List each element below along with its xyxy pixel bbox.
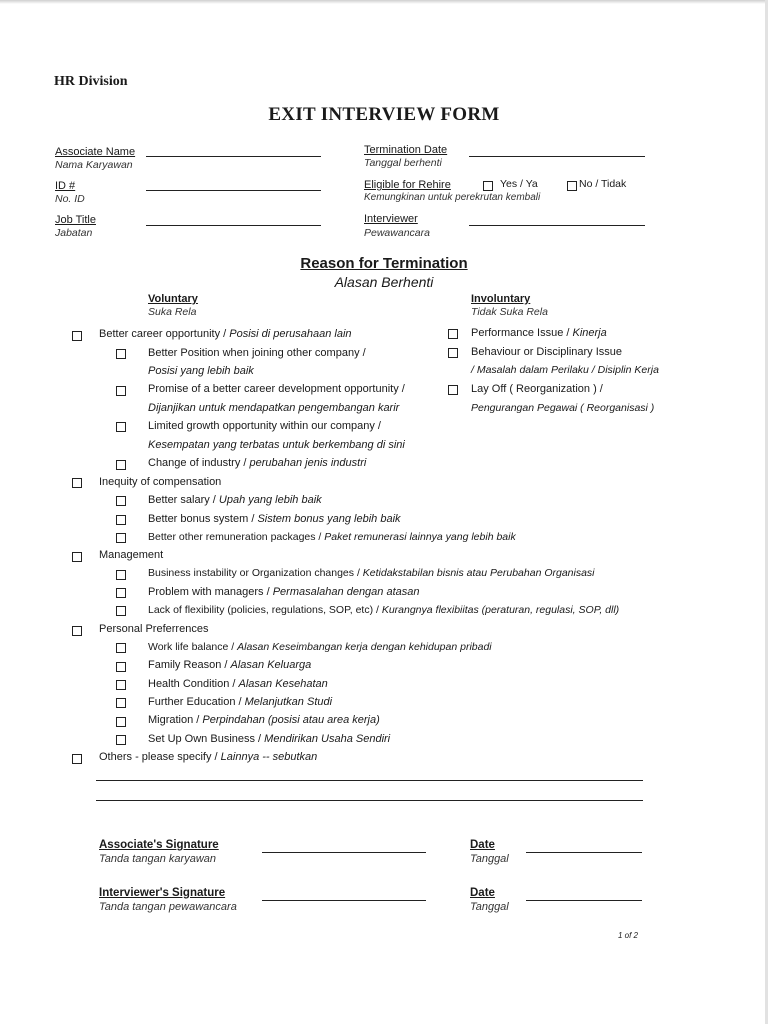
better-remuneration-checkbox[interactable] xyxy=(116,533,126,543)
eligible-rehire-label: Eligible for Rehire xyxy=(364,179,451,191)
reason-subtitle: Alasan Berhenti xyxy=(334,274,434,290)
behaviour-label: Behaviour or Disciplinary Issue xyxy=(471,346,623,358)
problem-managers-checkbox[interactable] xyxy=(116,588,126,598)
own-business-label: Set Up Own Business / Mendirikan Usaha Sendiri xyxy=(148,733,391,745)
lack-flexibility-label: Lack of flexibility (policies, regulations, SOP, etc) / Kurangnya flexibiitas (peraturan, regulasi, SOP, dll) xyxy=(148,604,620,616)
family-reason-label: Family Reason / Alasan Keluarga xyxy=(148,659,312,671)
interviewer-field[interactable] xyxy=(469,225,645,226)
health-label: Health Condition / Alasan Kesehatan xyxy=(148,678,328,690)
management-checkbox[interactable] xyxy=(72,552,82,562)
others-field-line-1[interactable] xyxy=(96,780,643,781)
work-life-checkbox[interactable] xyxy=(116,643,126,653)
involuntary-heading: Involuntary xyxy=(471,293,531,305)
education-checkbox[interactable] xyxy=(116,698,126,708)
better-remuneration-label: Better other remuneration packages / Paket remunerasi lainnya yang lebih baik xyxy=(148,531,516,543)
associate-date-sublabel: Tanggal xyxy=(470,853,509,865)
better-position-checkbox[interactable] xyxy=(116,349,126,359)
business-instability-label: Business instability or Organization changes / Ketidakstabilan bisnis atau Perubahan Organisasi xyxy=(148,567,595,579)
termination-date-field[interactable] xyxy=(469,156,645,157)
interviewer-signature-label: Interviewer's Signature xyxy=(99,887,226,899)
change-industry-label: Change of industry / perubahan jenis industri xyxy=(148,457,367,469)
termination-date-label: Termination Date xyxy=(364,144,448,156)
form-title: EXIT INTERVIEW FORM xyxy=(268,104,500,125)
reason-title: Reason for Termination xyxy=(300,255,468,272)
migration-checkbox[interactable] xyxy=(116,717,126,727)
interviewer-label: Interviewer xyxy=(364,213,418,225)
others-field-line-2[interactable] xyxy=(96,800,643,801)
family-reason-checkbox[interactable] xyxy=(116,662,126,672)
interviewer-date-label: Date xyxy=(470,887,495,899)
associate-name-field[interactable] xyxy=(146,156,321,157)
better-salary-label: Better salary / Upah yang lebih baik xyxy=(148,494,322,506)
career-development-sublabel: Dijanjikan untuk mendapatkan pengembangan karir xyxy=(148,402,400,414)
page-number: 1 of 2 xyxy=(617,931,638,940)
associate-name-label: Associate Name xyxy=(55,146,136,158)
career-development-checkbox[interactable] xyxy=(116,386,126,396)
performance-label: Performance Issue / Kinerja xyxy=(471,327,607,339)
associate-signature-label: Associate's Signature xyxy=(99,839,219,851)
voluntary-heading: Voluntary xyxy=(148,293,198,305)
id-field[interactable] xyxy=(146,190,321,191)
behaviour-checkbox[interactable] xyxy=(448,348,458,358)
associate-date-label: Date xyxy=(470,839,495,851)
rehire-no-label: No / Tidak xyxy=(579,178,627,190)
own-business-checkbox[interactable] xyxy=(116,735,126,745)
migration-label: Migration / Perpindahan (posisi atau area kerja) xyxy=(148,714,380,726)
problem-managers-label: Problem with managers / Permasalahan dengan atasan xyxy=(148,586,420,598)
associate-signature-sublabel: Tanda tangan karyawan xyxy=(99,853,217,865)
scan-edge xyxy=(0,0,768,4)
voluntary-subheading: Suka Rela xyxy=(148,306,197,318)
career-label: Better career opportunity / Posisi di perusahaan lain xyxy=(99,328,352,340)
involuntary-subheading: Tidak Suka Rela xyxy=(471,306,548,318)
limited-growth-label: Limited growth opportunity within our company / xyxy=(148,420,381,432)
termination-date-sublabel: Tanggal berhenti xyxy=(364,157,442,169)
performance-checkbox[interactable] xyxy=(448,329,458,339)
interviewer-sublabel: Pewawancara xyxy=(364,227,430,239)
career-checkbox[interactable] xyxy=(72,331,82,341)
eligible-rehire-sublabel: Kemungkinan untuk perekrutan kembali xyxy=(364,192,541,203)
others-label: Others - please specify / Lainnya -- sebutkan xyxy=(99,751,318,763)
education-label: Further Education / Melanjutkan Studi xyxy=(148,696,333,708)
rehire-yes-label: Yes / Ya xyxy=(500,178,538,190)
change-industry-checkbox[interactable] xyxy=(116,460,126,470)
division-label: HR Division xyxy=(54,74,128,89)
id-label: ID # xyxy=(55,180,76,192)
business-instability-checkbox[interactable] xyxy=(116,570,126,580)
work-life-label: Work life balance / Alasan Keseimbangan kerja dengan kehidupan pribadi xyxy=(148,641,492,653)
others-checkbox[interactable] xyxy=(72,754,82,764)
better-salary-checkbox[interactable] xyxy=(116,496,126,506)
associate-date-field[interactable] xyxy=(526,852,642,853)
id-sublabel: No. ID xyxy=(55,193,85,205)
interviewer-signature-sublabel: Tanda tangan pewawancara xyxy=(99,901,237,913)
better-position-sublabel: Posisi yang lebih baik xyxy=(148,365,254,377)
limited-growth-checkbox[interactable] xyxy=(116,422,126,432)
behaviour-sublabel: / Masalah dalam Perilaku / Disiplin Kerja xyxy=(471,364,659,376)
better-bonus-checkbox[interactable] xyxy=(116,515,126,525)
limited-growth-sublabel: Kesempatan yang terbatas untuk berkembang di sini xyxy=(148,439,405,451)
lack-flexibility-checkbox[interactable] xyxy=(116,606,126,616)
associate-signature-field[interactable] xyxy=(262,852,426,853)
rehire-yes-checkbox[interactable] xyxy=(483,181,493,191)
job-title-sublabel: Jabatan xyxy=(55,227,93,239)
health-checkbox[interactable] xyxy=(116,680,126,690)
career-development-label: Promise of a better career development opportunity / xyxy=(148,383,405,395)
layoff-sublabel: Pengurangan Pegawai ( Reorganisasi ) xyxy=(471,402,655,414)
layoff-checkbox[interactable] xyxy=(448,385,458,395)
interviewer-signature-field[interactable] xyxy=(262,900,426,901)
compensation-label: Inequity of compensation xyxy=(99,476,222,488)
interviewer-date-sublabel: Tanggal xyxy=(470,901,509,913)
management-label: Management xyxy=(99,549,164,561)
associate-name-sublabel: Nama Karyawan xyxy=(55,159,133,171)
rehire-no-checkbox[interactable] xyxy=(567,181,577,191)
interviewer-date-field[interactable] xyxy=(526,900,642,901)
better-position-label: Better Position when joining other company / xyxy=(148,347,366,359)
job-title-label: Job Title xyxy=(55,214,96,226)
layoff-label: Lay Off ( Reorganization ) / xyxy=(471,383,603,395)
compensation-checkbox[interactable] xyxy=(72,478,82,488)
personal-checkbox[interactable] xyxy=(72,626,82,636)
better-bonus-label: Better bonus system / Sistem bonus yang lebih baik xyxy=(148,513,401,525)
personal-label: Personal Preferrences xyxy=(99,623,209,635)
job-title-field[interactable] xyxy=(146,225,321,226)
